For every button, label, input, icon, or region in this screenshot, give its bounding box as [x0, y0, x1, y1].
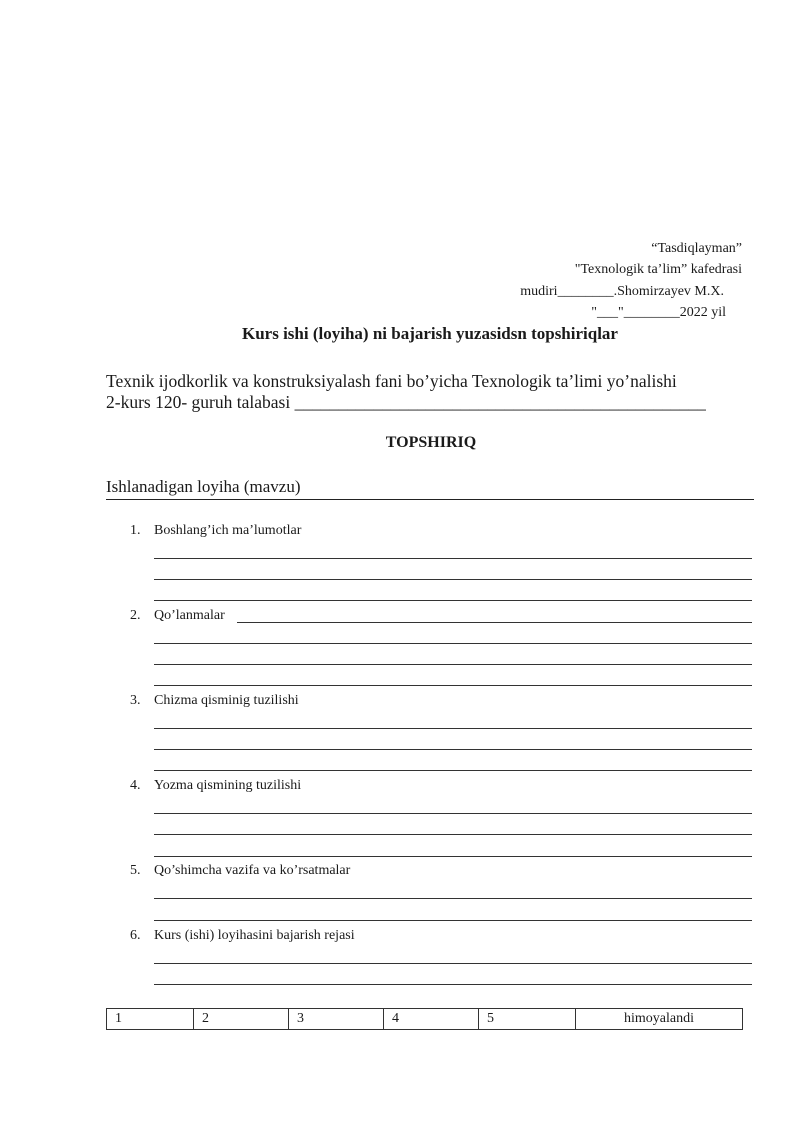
approval-block	[422, 238, 742, 323]
fill-line	[154, 984, 752, 985]
table-cell: 3	[289, 1009, 384, 1030]
fill-line	[154, 749, 752, 750]
list-item-label: Yozma qismining tuzilishi	[154, 778, 302, 793]
approval-line-4: "___"________2022 yil	[591, 304, 726, 320]
fill-line	[154, 558, 752, 559]
fill-line	[154, 643, 752, 644]
fill-line	[154, 579, 752, 580]
fill-line	[154, 920, 752, 921]
fill-line	[154, 685, 752, 686]
table-cell: 5	[479, 1009, 576, 1030]
approval-line-1: “Tasdiqlayman”	[651, 241, 742, 256]
table-cell: 1	[107, 1009, 194, 1030]
list-item-number: 6.	[130, 928, 141, 943]
fill-line	[154, 856, 752, 857]
list-item-label: Kurs (ishi) loyihasini bajarish rejasi	[154, 928, 355, 943]
fill-line	[154, 664, 752, 665]
table-row	[107, 1009, 743, 1030]
list-item-number: 2.	[130, 608, 141, 623]
list-item	[130, 928, 355, 944]
list-item	[130, 608, 225, 624]
list-item-label: Qo’lanmalar	[154, 608, 225, 623]
fill-line	[154, 728, 752, 729]
theme-label: Ishlanadigan loyiha (mavzu)	[106, 477, 754, 500]
list-item-label: Boshlang’ich ma’lumotlar	[154, 523, 302, 538]
intro-text	[106, 371, 706, 413]
list-item-number: 3.	[130, 693, 141, 708]
intro-line-2: 2-kurs 120- guruh talabasi _______________________________________________	[106, 392, 706, 412]
list-item	[130, 778, 301, 794]
fill-line	[154, 898, 752, 899]
table-cell: 2	[194, 1009, 289, 1030]
table-cell: himoyalandi	[576, 1009, 743, 1030]
list-item-number: 1.	[130, 523, 141, 538]
fill-line	[237, 622, 752, 623]
list-item	[130, 523, 301, 539]
list-item	[130, 693, 299, 709]
list-item-label: Chizma qisminig tuzilishi	[154, 693, 299, 708]
fill-line	[154, 770, 752, 771]
table-cell: 4	[384, 1009, 479, 1030]
list-item-number: 5.	[130, 863, 141, 878]
plan-table	[106, 1008, 743, 1030]
approval-line-2: "Texnologik ta’lim” kafedrasi	[574, 262, 742, 278]
approval-line-3: mudiri________.Shomirzayev M.X.	[520, 283, 724, 299]
fill-line	[154, 834, 752, 835]
fill-line	[154, 600, 752, 601]
fill-line	[154, 813, 752, 814]
list-item-number: 4.	[130, 778, 141, 793]
fill-line	[154, 963, 752, 964]
document-heading: Kurs ishi (loyiha) ni bajarish yuzasidsn topshiriqlar	[242, 324, 618, 343]
list-item	[130, 863, 350, 879]
section-title: TOPSHIRIQ	[385, 434, 477, 451]
intro-line-1: Texnik ijodkorlik va konstruksiyalash fani bo’yicha Texnologik ta’limi yo’nalishi	[106, 371, 677, 391]
list-item-label: Qo’shimcha vazifa va ko’rsatmalar	[154, 863, 351, 878]
